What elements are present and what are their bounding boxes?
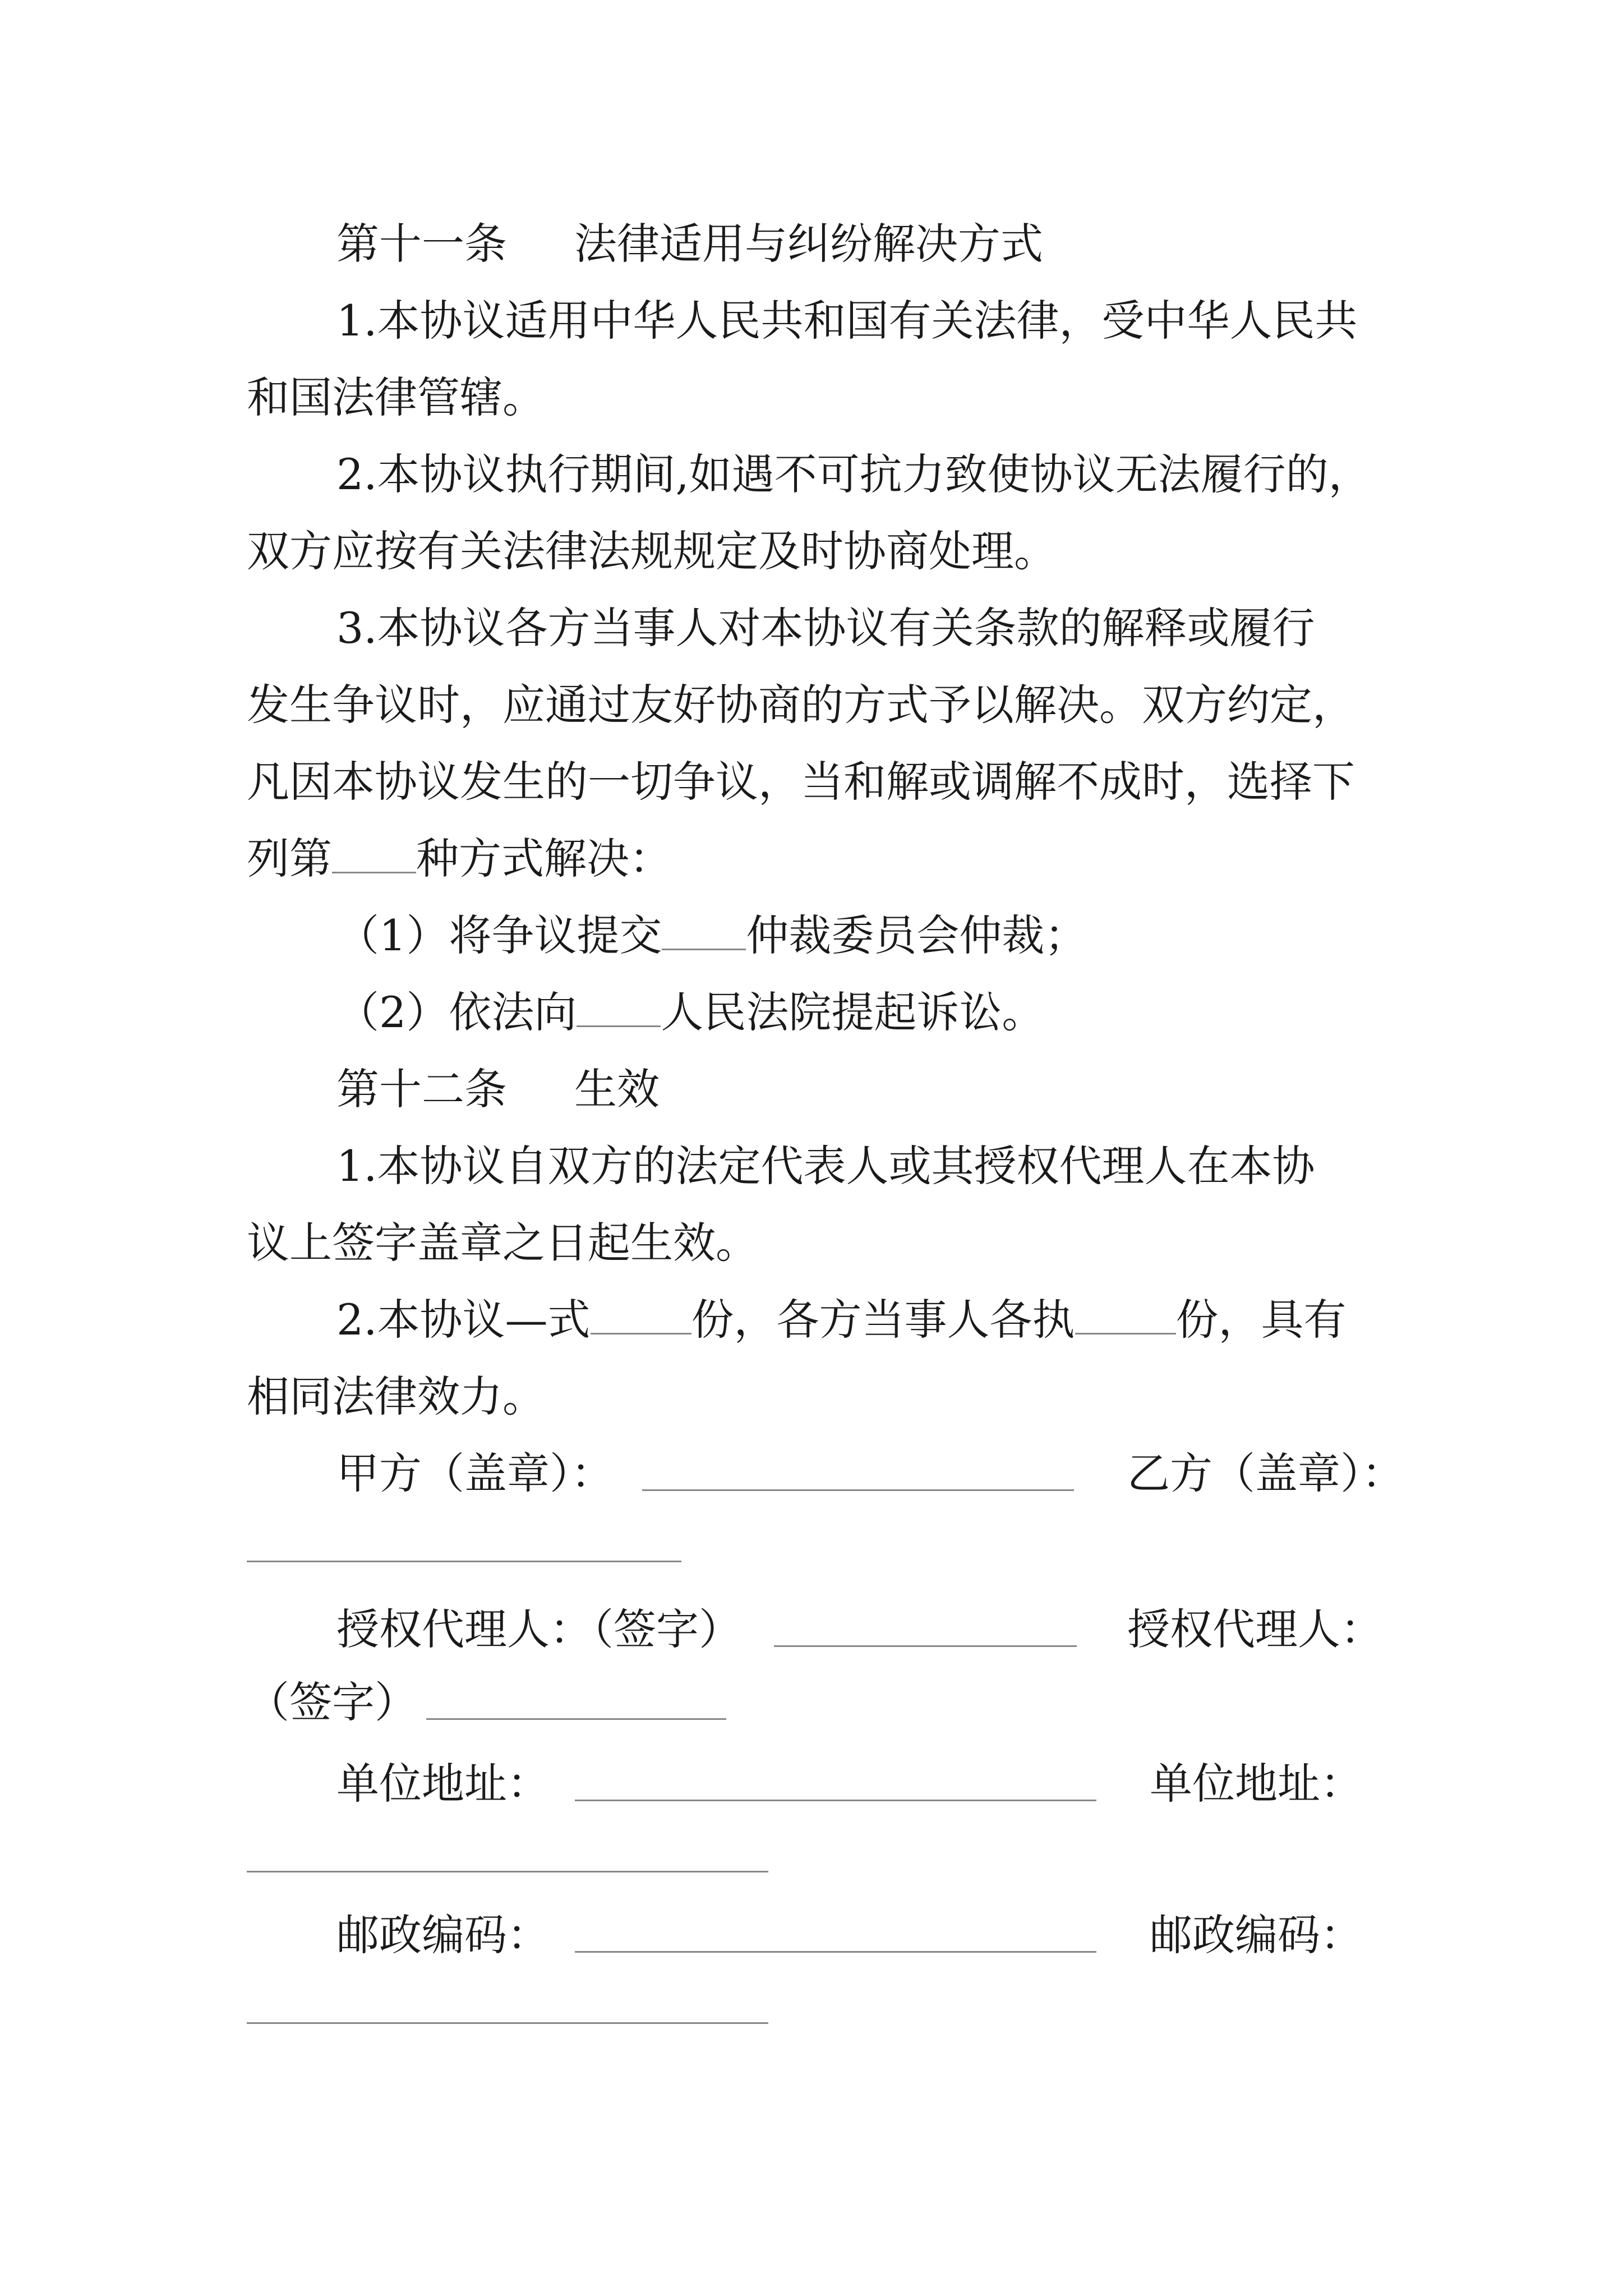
copies-middle: 份，各方当事人各执	[691, 1295, 1075, 1345]
article-12-clause-1-line-2: 议上签字盖章之日起生效。	[247, 1218, 758, 1268]
party-b-postcode-label: 邮政编码：	[1150, 1910, 1363, 1960]
party-a-address-line[interactable]	[575, 1800, 1096, 1801]
party-a-agent-label: 授权代理人：（签字）	[336, 1604, 741, 1654]
total-copies-blank[interactable]	[591, 1299, 691, 1335]
option-2-litigation	[336, 984, 1044, 1041]
article-11-clause-3-line-1: 3.本协议各方当事人对本协议有关条款的解释或履行	[336, 603, 1315, 653]
clause-3-suffix: 种方式解决：	[416, 834, 672, 884]
party-b-sign-label: （签字）	[247, 1677, 417, 1727]
copies-suffix: 份，具有	[1175, 1295, 1347, 1345]
party-a-postcode-label: 邮政编码：	[336, 1910, 550, 1960]
arbitration-commission-blank[interactable]	[662, 915, 746, 950]
party-b-agent-label: 授权代理人：	[1127, 1604, 1383, 1654]
article-12-number: 第十二条	[336, 1064, 507, 1114]
party-b-address-label: 单位地址：	[1150, 1759, 1363, 1809]
clause-3-prefix: 列第	[247, 834, 332, 884]
article-12-heading	[336, 1061, 660, 1117]
article-11-clause-2-line-2: 双方应按有关法律法规规定及时协商处理。	[247, 526, 1057, 576]
article-11-number: 第十一条	[336, 219, 507, 269]
article-11-title: 法律适用与纠纷解决方式	[574, 219, 1043, 269]
article-12-title: 生效	[574, 1064, 660, 1114]
article-11-clause-1-line-1: 1.本协议适用中华人民共和国有关法律，受中华人民共	[336, 296, 1358, 346]
option-1-arbitration	[336, 908, 1087, 964]
party-a-address-label: 单位地址：	[336, 1759, 550, 1809]
article-11-heading	[336, 216, 1043, 272]
option-1-prefix: （1）将争议提交	[336, 910, 662, 960]
article-11-clause-3-line-2: 发生争议时，应通过友好协商的方式予以解决。双方约定，	[247, 680, 1355, 730]
article-12-clause-1-line-1: 1.本协议自双方的法定代表人或其授权代理人在本协	[336, 1141, 1315, 1191]
party-a-postcode-line[interactable]	[575, 1951, 1096, 1953]
party-b-address-line[interactable]	[247, 1871, 768, 1872]
article-11-clause-1-line-2: 和国法律管辖。	[247, 372, 545, 422]
party-b-agent-line[interactable]	[426, 1718, 726, 1720]
option-2-suffix: 人民法院提起诉讼。	[661, 987, 1045, 1037]
article-11-clause-3-line-4	[247, 831, 672, 887]
court-name-blank[interactable]	[577, 992, 661, 1027]
party-a-agent-line[interactable]	[774, 1645, 1077, 1647]
copies-prefix: 2.本协议—式	[336, 1295, 591, 1345]
article-11-clause-3-line-3: 凡因本协议发生的一切争议，当和解或调解不成时，选择下	[247, 757, 1355, 807]
option-2-prefix: （2）依法向	[336, 987, 577, 1037]
party-b-seal-label: 乙方（盖章）：	[1127, 1448, 1404, 1498]
article-12-clause-2-line-1	[336, 1292, 1347, 1348]
party-b-seal-line[interactable]	[247, 1561, 681, 1562]
article-11-clause-2-line-1: 2.本协议执行期间,如遇不可抗力致使协议无法履行的，	[336, 449, 1371, 499]
article-12-clause-2-line-2: 相同法律效力。	[247, 1372, 545, 1421]
party-b-postcode-line[interactable]	[247, 2022, 768, 2024]
method-number-blank[interactable]	[332, 838, 416, 873]
copies-each-blank[interactable]	[1075, 1299, 1176, 1335]
party-a-seal-line[interactable]	[642, 1489, 1074, 1491]
party-a-seal-label: 甲方（盖章）：	[336, 1448, 614, 1498]
option-1-suffix: 仲裁委员会仲裁；	[746, 910, 1087, 960]
